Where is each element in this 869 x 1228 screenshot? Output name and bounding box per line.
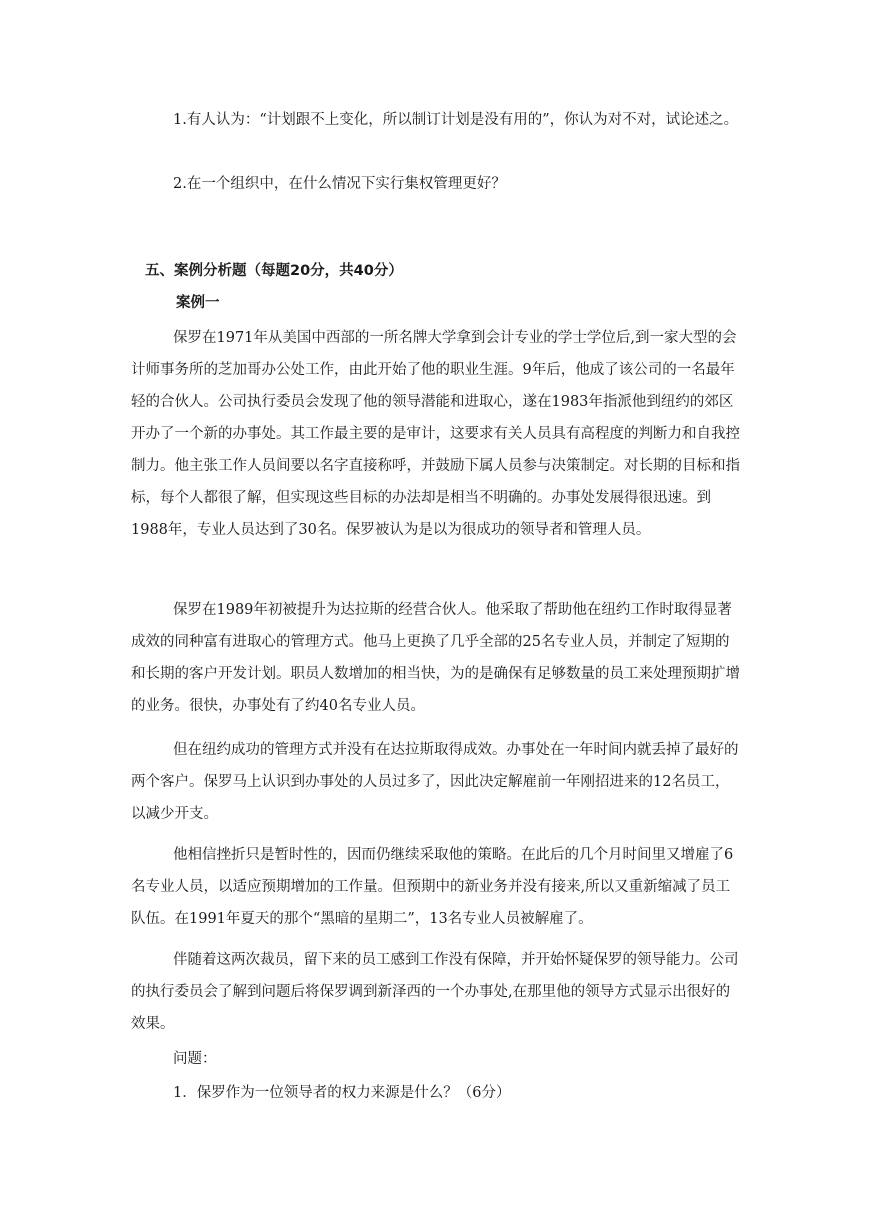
case-paragraph-3: 但在纽约成功的管理方式并没有在达拉斯取得成效。办事处在一年时间内就丢掉了最好的两个客户。保罗马上认识到办事处的人员过多了，因此决定解雇前一年刚招进来的12名员工，以减少开支。: [131, 742, 739, 822]
case-question-1: 1．保罗作为一位领导者的权力来源是什么？（6分）: [173, 1085, 511, 1101]
section-heading: 五、案例分析题（每题20分，共40分）: [145, 263, 403, 279]
case-title: 案例一: [176, 295, 220, 311]
case-paragraph-2: 保罗在1989年初被提升为达拉斯的经营合伙人。他采取了帮助他在纽约工作时取得显著成效的同种富有进取心的管理方式。他马上更换了几乎全部的25名专业人员，并制定了短期的和长期的客户开发计划。职员人数增加的相当快，为的是确保有足够数量的员工来处理预期扩增的业务。很快，办事处有了约40名专业人员。: [131, 602, 740, 714]
question-2: 2.在一个组织中，在什么情况下实行集权管理更好？: [173, 176, 506, 192]
questions-label: 问题：: [173, 1051, 217, 1067]
case-paragraph-5: 伴随着这两次裁员，留下来的员工感到工作没有保障，并开始怀疑保罗的领导能力。公司的执行委员会了解到问题后将保罗调到新泽西的一个办事处,在那里他的领导方式显示出很好的效果。: [131, 952, 739, 1032]
question-1: 1.有人认为：“计划跟不上变化，所以制订计划是没有用的”，你认为对不对，试论述之。: [173, 112, 739, 128]
case-paragraph-1: 保罗在1971年从美国中西部的一所名牌大学拿到会计专业的学士学位后,到一家大型的会计师事务所的芝加哥办公处工作，由此开始了他的职业生涯。9年后，他成了该公司的一名最年轻的合伙人。公司执行委员会发现了他的领导潜能和进取心，遂在1983年指派他到纽约的郊区开办了一个新的办事处。其工作最主要的是审计，这要求有关人员具有高程度的判断力和自我控制力。他主张工作人员间要以名字直接称呼，并鼓励下属人员参与决策制定。对长期的目标和指标，每个人都很了解，但实现这些目标的办法却是相当不明确的。办事处发展得很迅速。到1988年，专业人员达到了30名。保罗被认为是以为很成功的领导者和管理人员。: [131, 330, 740, 538]
case-paragraph-4: 他相信挫折只是暂时性的，因而仍继续采取他的策略。在此后的几个月时间里又增雇了6名专业人员，以适应预期增加的工作量。但预期中的新业务并没有接来,所以又重新缩减了员工队伍。在1991年夏天的那个“黑暗的星期二”，13名专业人员被解雇了。: [131, 847, 734, 927]
